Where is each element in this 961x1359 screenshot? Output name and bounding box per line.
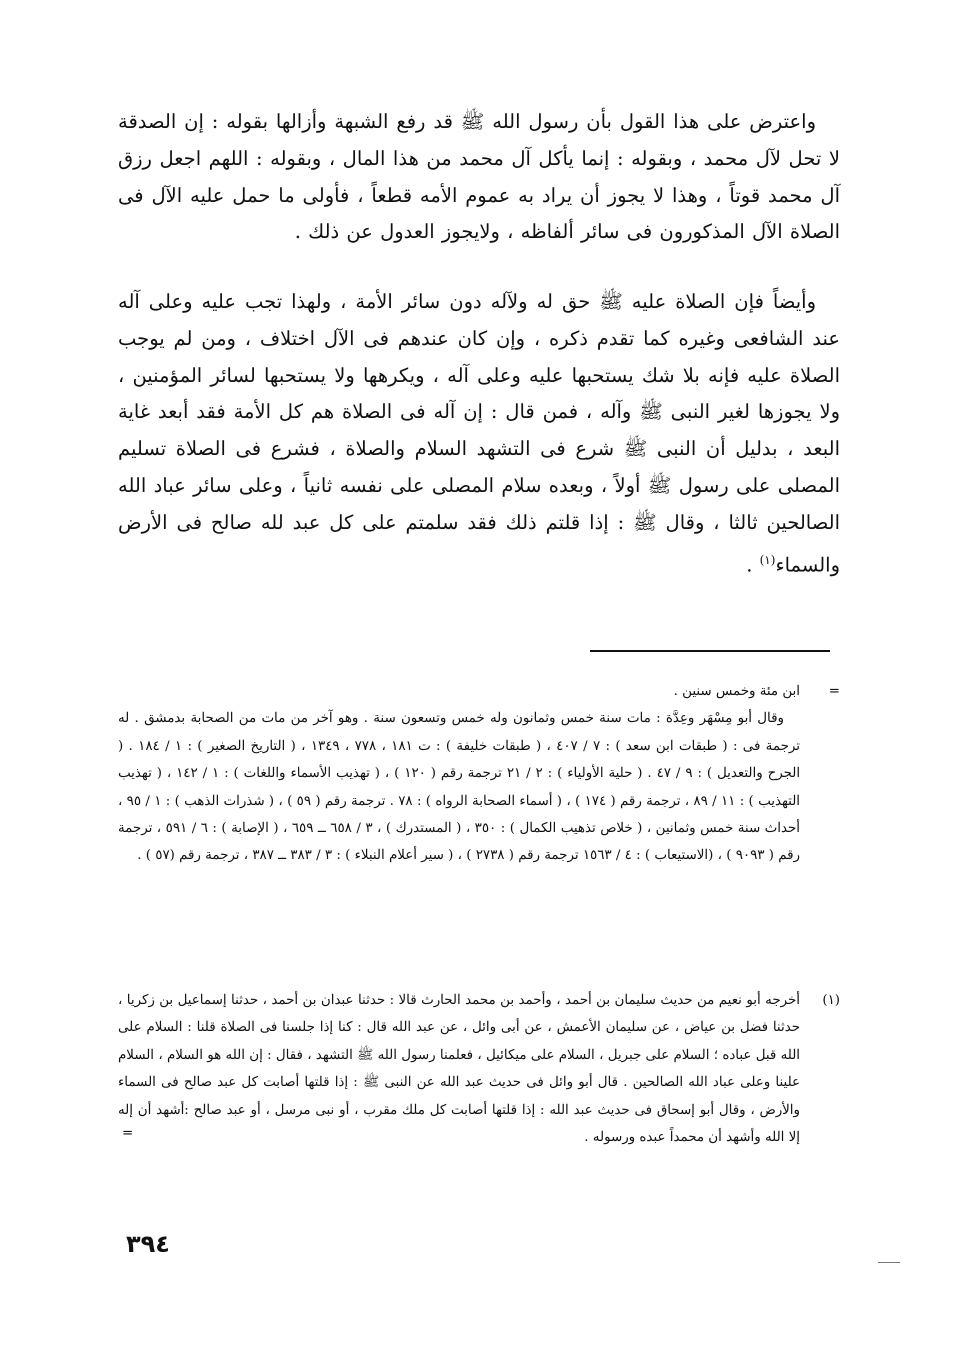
footnote-continuation [118, 678, 840, 870]
body-paragraph-2 [118, 284, 840, 584]
footnote-separator [590, 650, 830, 652]
paragraph-2-end: . [746, 553, 760, 577]
footnote-line: وقال أبو مِسْهَر وعِدَّة : مات سنة خمس وثمانون وله خمس وتسعون سنة . وهو آخر من مات من الصحابة بدمشق . له ترجمة فى : ( طبقات ابن سعد ) : ٧ / ٤٠٧ ، ( طبقات خليفة ) : ت ١٨١ ، ٧٧٨ ، ١٣٤٩ ، ( التاريخ الصغير ) : ١ / ١٨٤ . ( الجرح والتعديل ) : ٩ / ٤٧ . ( حلية الأولياء ) : ٢ / ٢١ ترجمة رقم ( ١٢٠ ) ، ( تهذيب الأسماء واللغات ) : ١ / ١٤٢ ، ( تهذيب التهذيب ) : ١١ / ٨٩ ، ترجمة رقم ( ١٧٤ ) ، ( أسماء الصحابة الرواه ) : ٧٨ . ترجمة رقم ( ٥٩ ) ، ( شذرات الذهب ) : ١ / ٩٥ ، أحداث سنة خمس وثمانين ، ( خلاص تذهيب الكمال ) : ٣٥٠ ، ( المستدرك ) ، ٣ / ٦٥٨ ــ ٦٥٩ ، ( الإصابة ) : ٦ / ٥٩١ ، ترجمة رقم ( ٩٠٩٣ ) ، (الاستيعاب ) : ٤ / ١٥٦٣ ترجمة رقم ( ٢٧٣٨ ) ، ( سير أعلام النبلاء ) : ٣ / ٣٨٣ ــ ٣٨٧ ، ترجمة رقم (٥٧ ) . [118, 711, 801, 864]
corner-mark [878, 1262, 900, 1263]
paragraph-1-text: واعترض على هذا القول بأن رسول الله ﷺ قد رفع الشبهة وأزالها بقوله : إن الصدقة لا تحل لآل محمد ، وبقوله : إنما يأكل آل محمد من هذا المال ، وبقوله : اللهم اجعل رزق آل محمد قوتاً ، وهذا لا يجوز أن يراد به عموم الأمه قطعاً ، فأولى ما حمل عليه الآل فى الصلاة الآل المذكورون فى سائر ألفاظه ، ولايجوز العدول عن ذلك . [118, 110, 840, 244]
body-paragraph-1 [118, 104, 840, 251]
footnote-1-end-marker: = [122, 1126, 134, 1142]
footnote-line: ابن مئة وخمس سنين . [673, 684, 800, 699]
footnote-1 [118, 987, 840, 1151]
continuation-marker: = [828, 684, 840, 699]
footnote-1-marker: (١) [822, 993, 840, 1008]
footnote-ref-1: (١) [759, 552, 776, 567]
paragraph-2-text: وأيضاً فإن الصلاة عليه ﷺ حق له ولآله دون سائر الأمة ، ولهذا تجب عليه وعلى آله عند الشافعى وغيره كما تقدم ذكره ، وإن كان عندهم فى الآل اختلاف ، ومن لم يوجب الصلاة عليه فإنه بلا شك يستحبها عليه وعلى آله ، ويكرهها ولا يستحبها لسائر المؤمنين ، ولا يجوزها لغير النبى ﷺ وآله ، فمن قال : إن آله فى الصلاة هم كل الأمة فقد أبعد غاية البعد ، بدليل أن النبى ﷺ شرع فى التشهد السلام والصلاة ، فشرع فى الصلاة تسليم المصلى على رسول ﷺ أولاً ، وبعده سلام المصلى على نفسه ثانياً ، وعلى سائر عباد الله الصالحين ثالثا ، وقال ﷺ : إذا قلتم ذلك فقد سلمتم على كل عبد لله صالح فى الأرض والسماء [118, 290, 840, 577]
footnote-1-text: أخرجه أبو نعيم من حديث سليمان بن أحمد ، وأحمد بن محمد الحارث قالا : حدثنا عبدان بن أحمد ، حدثنا إسماعيل بن زكريا ، حدثنا فضل بن عياض ، عن سليمان الأعمش ، عن أبى وائل ، عن عبد الله قال : كنا إذا جلسنا فى الصلاة قلنا : السلام على الله قبل عباده ؛ السلام على جبريل ، السلام على ميكائيل ، فعلمنا رسول الله ﷺ التشهد ، فقال : إن الله هو السلام ، السلام علينا وعلى عباد الله الصالحين . قال أبو وائل فى حديث عبد الله عن النبى ﷺ : إذا قلتها أصابت كل عبد صالح فى السماء والأرض ، وقال أبو إسحاق فى حديث عبد الله : إذا قلتها أصابت كل ملك مقرب ، أو نبى مرسل ، أو عبد صالح :أشهد أن إله إلا الله وأشهد أن محمداً عبده ورسوله . [118, 993, 800, 1146]
page-number: ٣٩٤ [126, 1230, 170, 1258]
